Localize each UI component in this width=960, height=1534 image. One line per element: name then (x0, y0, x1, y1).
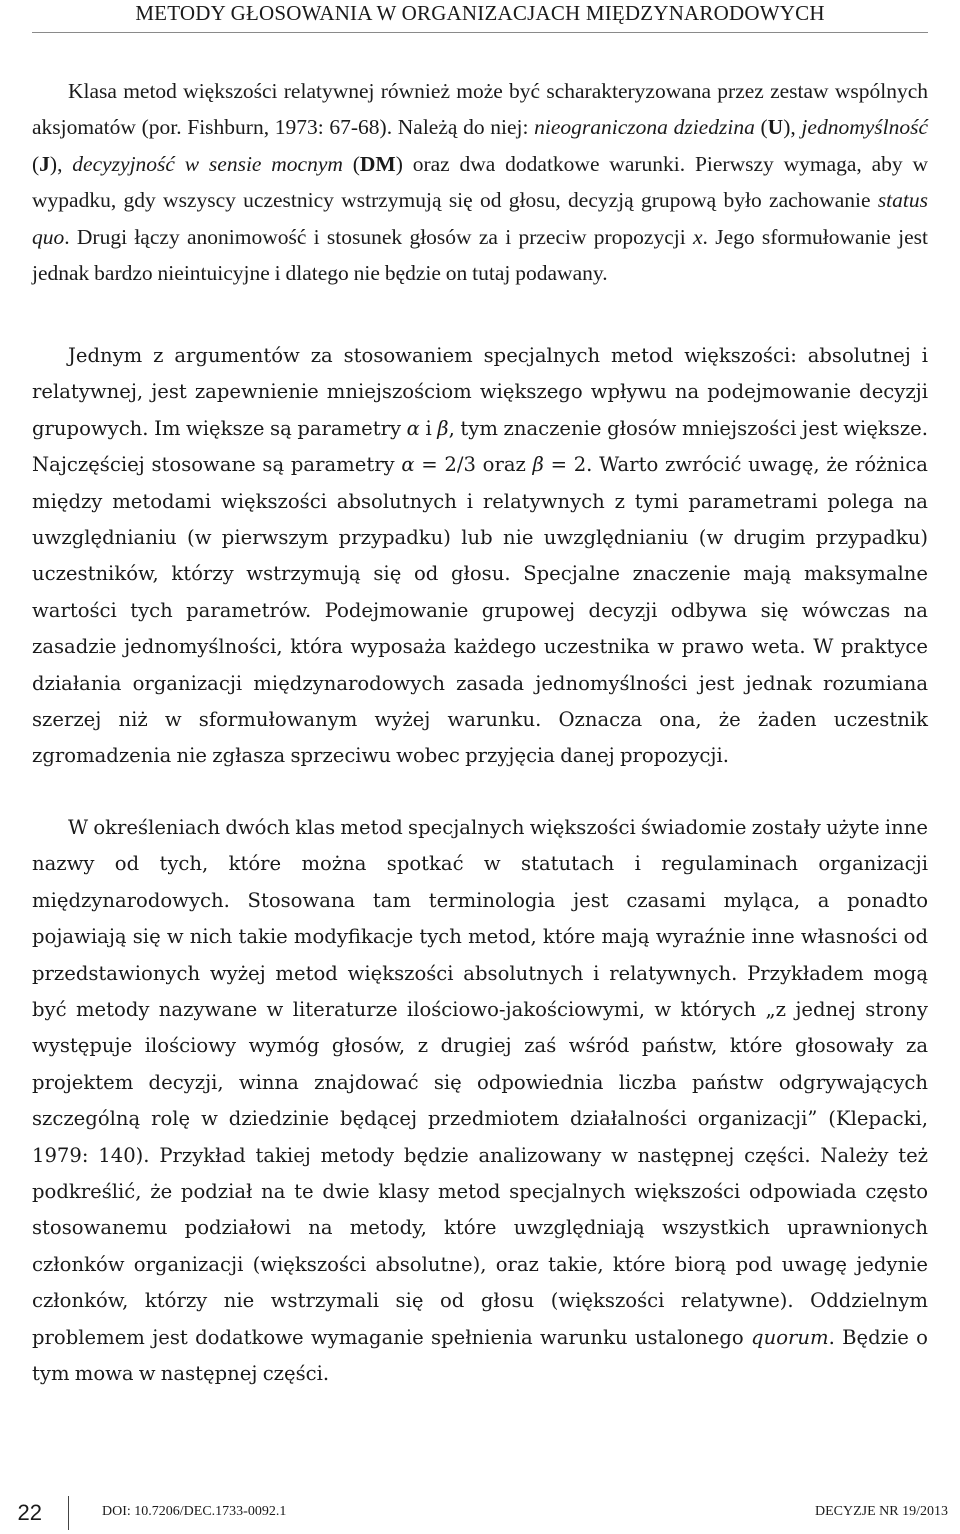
math-alpha: α (406, 416, 420, 440)
text-run: ) oraz dwa dodatkowe warunki. Pierwszy wymaga, aby w wypadku, gdy wszyscy uczestnicy wstrzymują się od głosu, decyzją grupową było zachowanie (32, 151, 928, 213)
italic-term: status quo (32, 188, 928, 249)
text-run: . Będzie o tym mowa w następnej części. (32, 1325, 928, 1386)
paragraph-2 (32, 338, 928, 775)
text-run: ), (783, 115, 802, 140)
italic-term: quorum (751, 1325, 829, 1349)
text-run: ( (342, 151, 360, 176)
italic-term: jednomyślność (801, 115, 929, 140)
paragraph-1 (32, 73, 928, 291)
italic-term: nieograniczona dziedzina (534, 115, 755, 140)
text-run: . Drugi łączy anonimowość i stosunek głosów za i przeciw propozycji (64, 224, 693, 249)
math-alpha: α (401, 453, 415, 477)
text-run: W określeniach dwóch klas metod specjalnych większości świadomie zostały użyte inne nazwy od tych, które można spotkać w statutach i regulaminach organizacji międzynarodowych. Stosowana tam terminologia jest czasami myląca, a ponadto pojawiają się w nich takie modyfikacje tych metod, które mają wyraźnie inne własności od przedstawionych wyżej metod większości absolutnych i relatywnych. Przykładem mogą być metody nazywane w literaturze ilościowo-jakościowymi, w których „z jednej strony występuje ilościowy wymóg głosów, z drugiej zaś wśród państw, które głosowały za projektem decyzji, winna znajdować się odpowiednia liczba państw odgrywających szczególną rolę w dziedzinie będącej przedmiotem działalności organizacji” (Klepacki, 1979: 140). Przykład takiej metody będzie analizowany w następnej części. Należy też podkreślić, że podział na te dwie klasy metod specjalnych większości odpowiada często stosowanemu podziałowi na metody, które uwzględniają wszystkich uprawnionych członków organizacji (większości absolutne), oraz takie, które biorą pod uwagę jedynie członków, którzy nie wstrzymali się od głosu (większości relatywne). Oddzielnym problemem jest dodatkowe wymaganie spełnienia warunku ustalonego (32, 816, 928, 1349)
text-run: ( (754, 115, 768, 140)
italic-term: decyzyjność w sensie mocnym (72, 151, 343, 176)
bold-abbrev: J (39, 151, 50, 176)
journal-label: DECYZJE NR 19/2013 (815, 1504, 948, 1519)
paragraph-3 (32, 810, 928, 1393)
text-run: ( (32, 151, 40, 176)
running-header (32, 0, 928, 33)
running-header-title: METODY GŁOSOWANIA W ORGANIZACJACH MIĘDZYNARODOWYCH (135, 1, 825, 25)
text-run: Klasa metod większości relatywnej również może być scharakteryzowana przez zestaw wspólnych aksjomatów (por. Fishburn, 1973: 67-68). Należą do niej: (32, 79, 928, 140)
text-run: i (419, 416, 438, 440)
text-run: = 2/3 oraz (414, 453, 533, 477)
page-number: 22 (17, 1500, 42, 1525)
text-run: , tym znaczenie głosów mniejszości jest większe. Najczęściej stosowane są parametry (32, 416, 928, 477)
math-beta: β (437, 416, 449, 440)
footer-divider (68, 1496, 69, 1530)
text-run: . Jego sformułowanie jest jednak bardzo nieintuicyjne i dlatego nie będzie on tutaj podawany. (32, 224, 928, 286)
text-run: ), (49, 151, 73, 176)
text-run: = 2. Warto zwrócić uwagę, że różnica między metodami większości absolutnych i relatywnych z tymi parametrami polega na uwzględnianiu (w pierwszym przypadku) lub nie uwzględnianiu (w drugim przypadku) uczestników, którzy wstrzymują się od głosu. Specjalne znaczenie mają maksymalne wartości tych parametrów. Podejmowanie grupowej decyzji odbywa się wówczas na zasadzie jednomyślności, która wyposaża każdego uczestnika w prawo weta. W praktyce działania organizacji międzynarodowych zasada jednomyślności jest jednak rozumiana szerzej niż w sformułowanym wyżej warunku. Oznacza ona, że żaden uczestnik zgromadzenia nie zgłasza sprzeciwu wobec przyjęcia danej propozycji. (32, 453, 928, 768)
text-run: Jednym z argumentów za stosowaniem specjalnych metod większości: absolutnej i relatywnej, jest zapewnienie mniejszościom większego wpływu na podejmowanie decyzji grupowych. Im większe są parametry (32, 344, 928, 440)
bold-abbrev: U (767, 115, 784, 140)
math-beta: β (532, 453, 544, 477)
italic-variable: x (693, 224, 703, 249)
bold-abbrev: DM (359, 151, 396, 176)
doi-label: DOI: 10.7206/DEC.1733-0092.1 (102, 1504, 287, 1519)
page-footer (0, 1492, 960, 1534)
